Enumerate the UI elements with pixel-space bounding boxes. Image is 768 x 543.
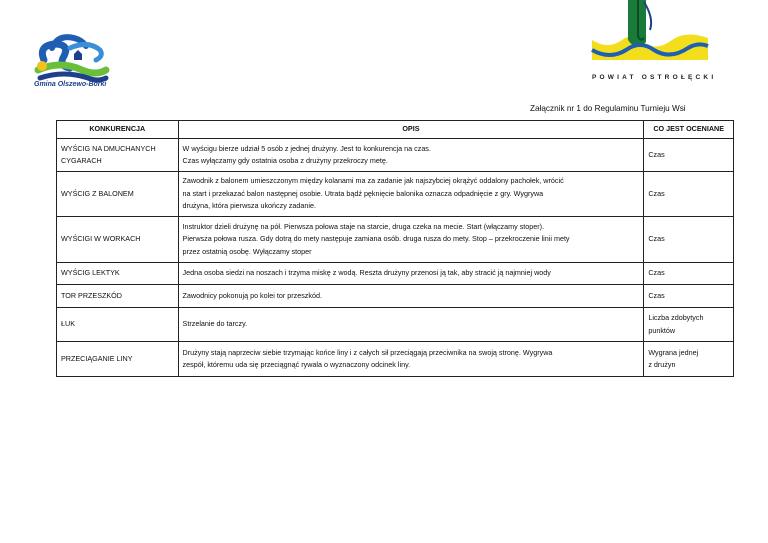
- assessed-cell: Wygrana jednej z drużyn: [644, 342, 734, 377]
- description-cell: Zawodnicy pokonują po kolei tor przeszkód.: [178, 285, 644, 308]
- competition-cell: WYŚCIGI W WORKACH: [57, 217, 179, 263]
- assessed-cell: Czas: [644, 139, 734, 172]
- powiat-ostrolecki-logo: [588, 0, 712, 74]
- table-header-row: [57, 121, 734, 139]
- competition-table: [56, 120, 734, 377]
- competition-cell: PRZECIĄGANIE LINY: [57, 342, 179, 377]
- annex-title: Załącznik nr 1 do Regulaminu Turnieju Wsi: [530, 104, 686, 113]
- assessed-cell: Czas: [644, 172, 734, 217]
- table-row: [57, 172, 734, 217]
- table-row: [57, 263, 734, 285]
- header-description: OPIS: [178, 121, 644, 139]
- table-row: [57, 285, 734, 308]
- description-cell: Zawodnik z balonem umieszczonym między kolanami ma za zadanie jak najszybciej okrążyć oddalony pachołek, wrócić na start i przekazać balon następnej osobie. Utrata bądź pęknięcie balonika oznacza odpadnięcie z gry. Wygrywa drużyna, która pierwsza ukończy zadanie.: [178, 172, 644, 217]
- assessed-cell: Czas: [644, 217, 734, 263]
- description-cell: Instruktor dzieli drużynę na pół. Pierwsza połowa staje na starcie, druga czeka na mecie. Start (włączamy stoper). Pierwsza połowa rusza. Gdy dotrą do mety następuje zamiana osób. druga rusza do mety. Stop – przekroczenie linii mety przez ostatnią osobę. Wyłączamy stoper: [178, 217, 644, 263]
- description-cell: Jedna osoba siedzi na noszach i trzyma miskę z wodą. Reszta drużyny przenosi ją tak, aby stracić ją najmniej wody: [178, 263, 644, 285]
- competition-cell: TOR PRZESZKÓD: [57, 285, 179, 308]
- table-row: [57, 217, 734, 263]
- description-cell: Drużyny stają naprzeciw siebie trzymając końce liny i z całych sił przeciągają przeciwnika na swoją stronę. Wygrywa zespół, któremu uda się przeciągnąć rywala o wyznaczony odcinek liny.: [178, 342, 644, 377]
- competition-cell: WYŚCIG LEKTYK: [57, 263, 179, 285]
- assessed-cell: Czas: [644, 285, 734, 308]
- left-logo-caption: Gmina Olszewo-Borki: [34, 81, 107, 88]
- competition-cell: WYŚCIG Z BALONEM: [57, 172, 179, 217]
- right-logo-caption: POWIAT OSTROŁĘCKI: [592, 74, 717, 81]
- competition-cell: ŁUK: [57, 308, 179, 342]
- competition-cell: WYŚCIG NA DMUCHANYCH CYGARACH: [57, 139, 179, 172]
- table-row: [57, 342, 734, 377]
- gmina-olszewo-borki-logo: [30, 30, 112, 100]
- assessed-cell: Czas: [644, 263, 734, 285]
- header-competition: KONKURENCJA: [57, 121, 179, 139]
- assessed-cell: Liczba zdobytych punktów: [644, 308, 734, 342]
- header-assessed: CO JEST OCENIANE: [644, 121, 734, 139]
- description-cell: Strzelanie do tarczy.: [178, 308, 644, 342]
- table-row: [57, 308, 734, 342]
- table-row: [57, 139, 734, 172]
- description-cell: W wyścigu bierze udział 5 osób z jednej drużyny. Jest to konkurencja na czas. Czas wyłączamy gdy ostatnia osoba z drużyny przekroczy metę.: [178, 139, 644, 172]
